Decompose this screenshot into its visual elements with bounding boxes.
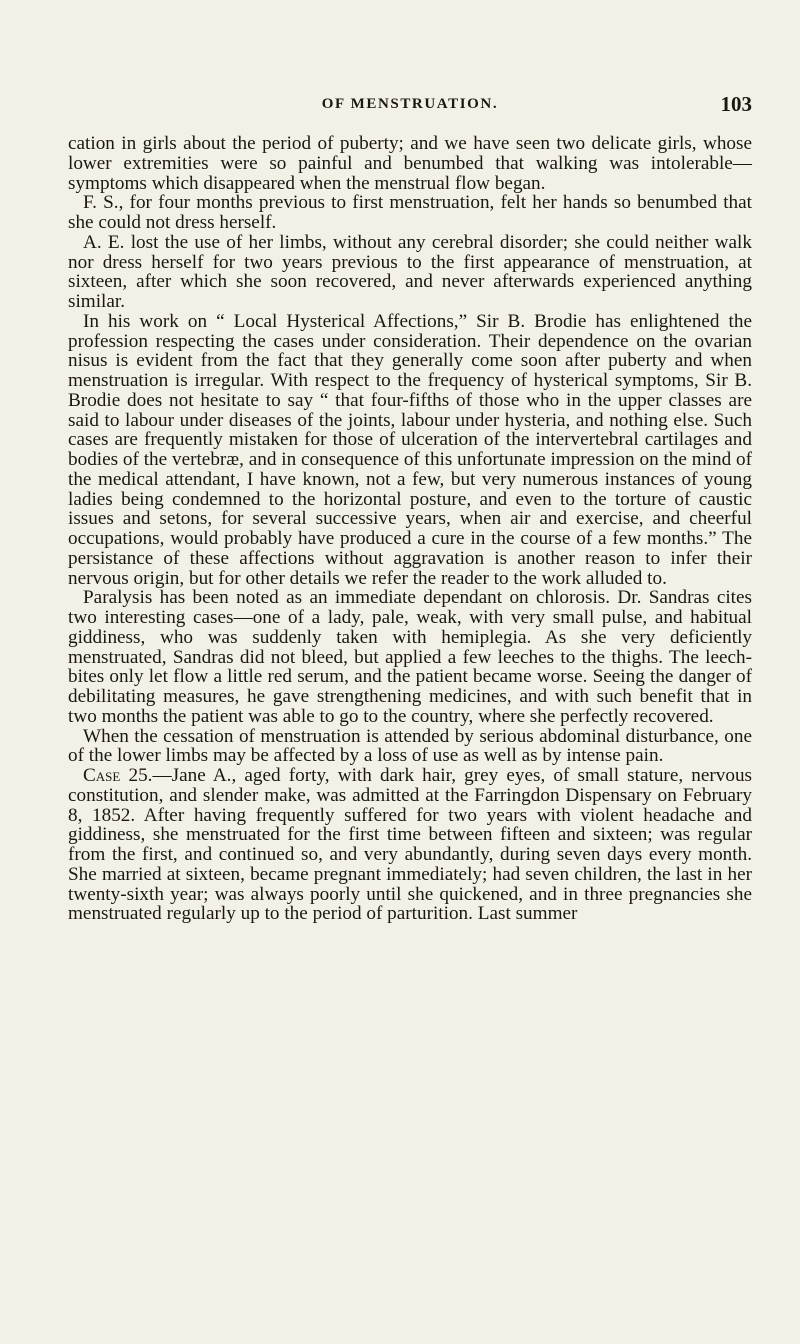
paragraph: When the cessation of menstruation is attended by serious abdominal disturbance, one of the lower limbs may be affected by a loss of use as well as by intense pain.	[68, 725, 752, 767]
page-number: 103	[720, 92, 752, 116]
paragraph: cation in girls about the period of puberty; and we have seen two delicate girls, whose lower extremities were so painful and benumbed that walking was intolerable—symptoms which disappeared when the menstrual flow began.	[68, 133, 752, 194]
paragraph: Paralysis has been noted as an immediate dependant on chlorosis. Dr. Sandras cites two interesting cases—one of a lady, pale, weak, with very small pulse, and habitual giddiness, who was suddenly taken with hemiplegia. As she very deficiently menstruated, Sandras did not bleed, but applied a few leeches to the thighs. The leech-bites only let flow a little red serum, and the patient became worse. Seeing the danger of debilitating measures, he gave strengthening medicines, and with such benefit that in two months the patient was able to go to the country, where she perfectly recovered.	[68, 587, 752, 727]
paragraph: A. E. lost the use of her limbs, without any cerebral disorder; she could neither walk nor dress herself for two years previous to the first appearance of menstruation, at sixteen, after which she soon recovered, and never afterwards experienced anything similar.	[68, 231, 752, 312]
body-text	[68, 134, 752, 924]
case-paragraph	[68, 766, 752, 924]
paragraph: F. S., for four months previous to first menstruation, felt her hands so benumbed that she could not dress herself.	[68, 192, 752, 233]
paragraph: In his work on “ Local Hysterical Affections,” Sir B. Brodie has enlightened the profession respecting the cases under consideration. Their dependence on the ovarian nisus is evident from the fact that they generally come soon after puberty and when menstruation is irregular. With respect to the frequency of hysterical symptoms, Sir B. Brodie does not hesitate to say “ that four-fifths of those who in the upper classes are said to labour under diseases of the joints, labour under hysteria, and nothing else. Such cases are frequently mistaken for those of ulceration of the intervertebral cartilages and bodies of the vertebræ, and in consequence of this unfortunate impression on the mind of the medical attendant, I have known, not a few, but very numerous instances of young ladies being condemned to the horizontal posture, and even to the torture of caustic issues and setons, for several successive years, when air and exercise, and cheerful occupations, would probably have produced a cure in the course of a few months.” The persistance of these affections without aggravation is another reason to infer their nervous origin, but for other details we refer the reader to the work alluded to.	[68, 310, 752, 589]
case-label: Case	[83, 765, 121, 786]
running-header	[68, 92, 752, 116]
running-title: OF MENSTRUATION.	[321, 96, 499, 112]
case-text: 25.—Jane A., aged forty, with dark hair, grey eyes, of small stature, nervous constitution, and slender make, was admitted at the Farringdon Dispensary on February 8, 1852. After having frequently suffered for two years with violent headache and giddiness, she menstruated for the first time between fifteen and sixteen; was regular from the first, and continued so, and very abundantly, during seven days every month. She married at sixteen, became pregnant immediately; had seven children, the last in her twenty-sixth year; was always poorly until she quickened, and in three pregnancies she menstruated regularly up to the period of parturition. Last summer	[68, 765, 752, 925]
